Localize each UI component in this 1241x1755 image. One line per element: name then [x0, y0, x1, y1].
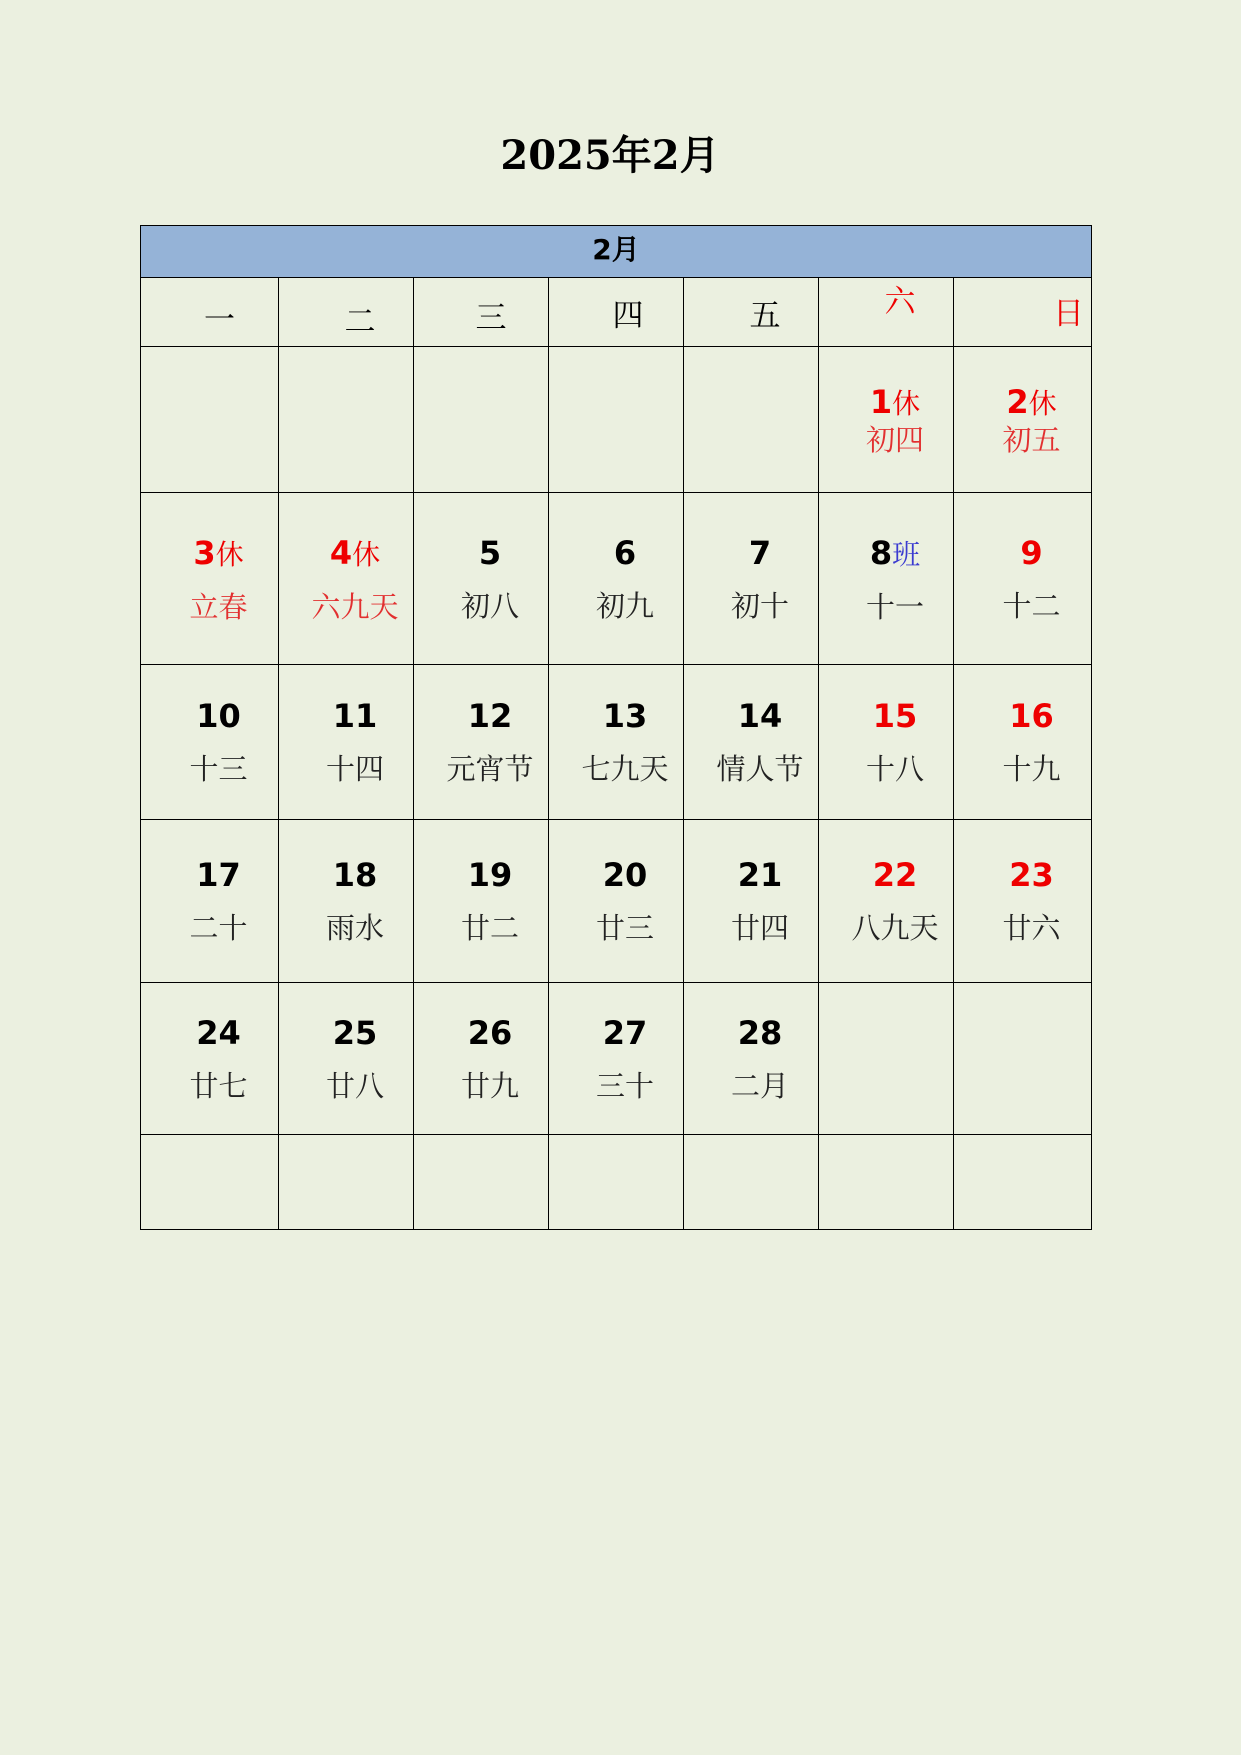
weekday-label: 日 [1053, 295, 1085, 332]
day-number-line [702, 697, 818, 735]
day-cell-content [549, 1014, 683, 1104]
day-cell[interactable] [549, 820, 684, 983]
day-number-line [297, 697, 413, 735]
day-number-line [297, 856, 413, 894]
weekday-label: 一 [204, 301, 235, 338]
empty-cell [141, 347, 279, 493]
weekday-label: 二 [344, 303, 376, 340]
day-cell-content [141, 533, 278, 625]
day-cell[interactable] [279, 665, 414, 820]
day-cell-content [279, 533, 413, 625]
day-cell[interactable] [549, 665, 684, 820]
day-cell-content [414, 697, 548, 787]
lunar-date: 立春 [189, 589, 248, 624]
lunar-date: 十八 [865, 752, 924, 786]
week-row [141, 493, 1092, 665]
day-cell-content [279, 697, 413, 787]
lunar-date: 十四 [325, 752, 384, 786]
day-number-line [567, 534, 683, 572]
day-number: 16 [1009, 697, 1054, 735]
day-cell-content [684, 856, 818, 946]
day-cell-content [684, 697, 818, 787]
day-cell-content [954, 856, 1091, 946]
day-number: 15 [872, 697, 918, 735]
day-number: 24 [196, 1013, 241, 1052]
day-cell-content [141, 697, 278, 787]
day-number-line [972, 534, 1091, 572]
empty-cell [954, 983, 1092, 1135]
empty-cell [954, 1135, 1092, 1230]
day-cell[interactable] [954, 347, 1092, 493]
day-number: 22 [872, 856, 918, 894]
week-row [141, 820, 1092, 983]
empty-cell [684, 1135, 819, 1230]
day-cell[interactable] [279, 820, 414, 983]
day-number-line [702, 1014, 818, 1052]
day-cell-content [549, 856, 683, 946]
weekday-header-row [141, 278, 1092, 347]
weekday-label: 五 [749, 297, 781, 334]
day-number-line [702, 856, 818, 894]
holiday-tag: 休 [1028, 386, 1057, 420]
weekday-header-cell [141, 278, 279, 347]
empty-cell [414, 347, 549, 493]
lunar-date: 初十 [730, 588, 789, 623]
day-cell-content [414, 856, 548, 946]
day-cell-content [141, 1014, 278, 1104]
lunar-date: 廿六 [1002, 911, 1061, 945]
day-number: 19 [467, 856, 513, 894]
day-cell[interactable] [141, 665, 279, 820]
day-number-line [837, 382, 953, 422]
day-cell[interactable] [819, 347, 954, 493]
day-number: 7 [748, 533, 772, 572]
weekday-header-cell [954, 278, 1092, 347]
day-number: 17 [196, 856, 241, 894]
day-number: 9 [1020, 533, 1043, 572]
day-number-line [432, 697, 548, 735]
day-cell[interactable] [954, 820, 1092, 983]
day-cell[interactable] [141, 820, 279, 983]
lunar-date: 七九天 [581, 752, 669, 786]
lunar-date: 二十 [189, 911, 248, 945]
day-cell[interactable] [414, 820, 549, 983]
day-number-line [972, 697, 1091, 735]
lunar-date: 廿三 [595, 911, 654, 945]
lunar-date: 廿二 [460, 911, 519, 945]
lunar-date: 三十 [595, 1068, 654, 1103]
day-number-line [567, 697, 683, 735]
holiday-tag: 休 [892, 386, 921, 420]
empty-cell [279, 1135, 414, 1230]
day-cell[interactable] [819, 665, 954, 820]
day-cell-content [684, 1014, 818, 1104]
day-number: 26 [467, 1013, 513, 1052]
empty-cell [549, 347, 684, 493]
empty-cell [414, 1135, 549, 1230]
week-row [141, 983, 1092, 1135]
lunar-date: 廿八 [325, 1068, 384, 1103]
lunar-date: 廿七 [189, 1068, 248, 1103]
day-cell-content [684, 534, 818, 624]
day-number-line [159, 697, 278, 735]
empty-cell [819, 1135, 954, 1230]
week-row [141, 347, 1092, 493]
weekday-header-cell [279, 278, 414, 347]
day-number: 23 [1009, 856, 1054, 894]
empty-cell [684, 347, 819, 493]
calendar-table [140, 225, 1092, 1230]
month-header-row [141, 226, 1092, 278]
day-cell[interactable] [549, 983, 684, 1135]
day-cell-content [819, 697, 953, 787]
lunar-date: 十二 [1002, 588, 1061, 623]
day-number: 28 [737, 1013, 783, 1052]
empty-cell [549, 1135, 684, 1230]
empty-cell [819, 983, 954, 1135]
lunar-date: 初九 [595, 588, 654, 623]
day-number-line [567, 856, 683, 894]
day-cell[interactable] [684, 493, 819, 665]
day-cell[interactable] [954, 493, 1092, 665]
day-number: 14 [737, 697, 783, 735]
day-cell[interactable] [414, 983, 549, 1135]
day-cell[interactable] [684, 820, 819, 983]
day-cell[interactable] [549, 493, 684, 665]
day-cell[interactable] [684, 983, 819, 1135]
day-cell-content [819, 533, 953, 625]
day-number: 10 [196, 697, 241, 735]
day-cell-content [819, 856, 953, 946]
week-row [141, 1135, 1092, 1230]
day-number-line [837, 533, 953, 573]
lunar-date: 初八 [460, 588, 519, 623]
weekday-label: 三 [475, 299, 507, 336]
day-number-line [837, 856, 953, 894]
lunar-date: 十一 [865, 589, 924, 624]
lunar-date: 八九天 [851, 911, 939, 945]
lunar-date: 雨水 [325, 911, 384, 945]
workday-tag: 班 [892, 537, 921, 571]
lunar-date: 初四 [865, 422, 924, 457]
day-number-line [159, 533, 278, 573]
weekday-label: 四 [612, 297, 644, 334]
day-cell[interactable] [279, 493, 414, 665]
day-cell[interactable] [414, 665, 549, 820]
day-cell[interactable] [819, 820, 954, 983]
weekday-label: 六 [884, 283, 916, 320]
day-cell-content [414, 1014, 548, 1104]
lunar-date: 情人节 [716, 752, 804, 786]
day-cell-content [279, 856, 413, 946]
lunar-date: 廿四 [730, 911, 789, 945]
day-number-line [159, 856, 278, 894]
empty-cell [279, 347, 414, 493]
day-number: 2 [1006, 382, 1029, 421]
day-cell-content [819, 382, 953, 458]
day-number-line [972, 856, 1091, 894]
day-number: 8 [869, 533, 893, 572]
day-number: 1 [869, 382, 893, 421]
day-cell[interactable] [141, 493, 279, 665]
lunar-date: 二月 [730, 1068, 789, 1103]
day-cell-content [141, 856, 278, 946]
day-number-line [432, 856, 548, 894]
day-number: 21 [737, 856, 783, 894]
empty-cell [141, 1135, 279, 1230]
day-number: 3 [193, 533, 216, 572]
day-cell-content [279, 1014, 413, 1104]
day-number: 27 [602, 1013, 648, 1052]
day-cell[interactable] [414, 493, 549, 665]
day-number-line [159, 1014, 278, 1052]
day-cell[interactable] [279, 983, 414, 1135]
day-cell-content [549, 697, 683, 787]
day-number-line [567, 1014, 683, 1052]
day-number: 11 [332, 697, 378, 735]
day-number-line [297, 533, 413, 573]
day-cell[interactable] [819, 493, 954, 665]
lunar-date: 初五 [1002, 422, 1061, 457]
day-number-line [837, 697, 953, 735]
day-number: 5 [478, 533, 502, 572]
day-cell-content [954, 697, 1091, 787]
lunar-date: 十九 [1002, 752, 1061, 786]
day-cell-content [414, 534, 548, 624]
day-number-line [432, 1014, 548, 1052]
day-number: 25 [332, 1013, 378, 1052]
day-number: 12 [467, 697, 513, 735]
weekday-header-cell [549, 278, 684, 347]
day-cell-content [954, 534, 1091, 624]
holiday-tag: 休 [215, 537, 244, 571]
day-cell-content [954, 382, 1091, 458]
weekday-header-cell [684, 278, 819, 347]
lunar-date: 十三 [189, 752, 248, 786]
lunar-date: 六九天 [311, 589, 399, 624]
lunar-date: 元宵节 [446, 752, 534, 786]
lunar-date: 廿九 [460, 1068, 519, 1103]
day-cell-content [549, 534, 683, 624]
day-number-line [432, 534, 548, 572]
month-header: 2月 [141, 226, 1092, 278]
weekday-header-cell [414, 278, 549, 347]
day-cell[interactable] [954, 665, 1092, 820]
day-number-line [972, 382, 1091, 422]
holiday-tag: 休 [352, 537, 381, 571]
page-title: 2025年2月 [500, 132, 720, 179]
day-number: 6 [613, 533, 637, 572]
week-row [141, 665, 1092, 820]
day-cell[interactable] [141, 983, 279, 1135]
day-number: 18 [332, 856, 378, 894]
day-number: 13 [602, 697, 648, 735]
day-number: 20 [602, 856, 648, 894]
weekday-header-cell [819, 278, 954, 347]
day-number-line [297, 1014, 413, 1052]
day-number-line [702, 534, 818, 572]
day-number: 4 [329, 533, 353, 572]
day-cell[interactable] [684, 665, 819, 820]
